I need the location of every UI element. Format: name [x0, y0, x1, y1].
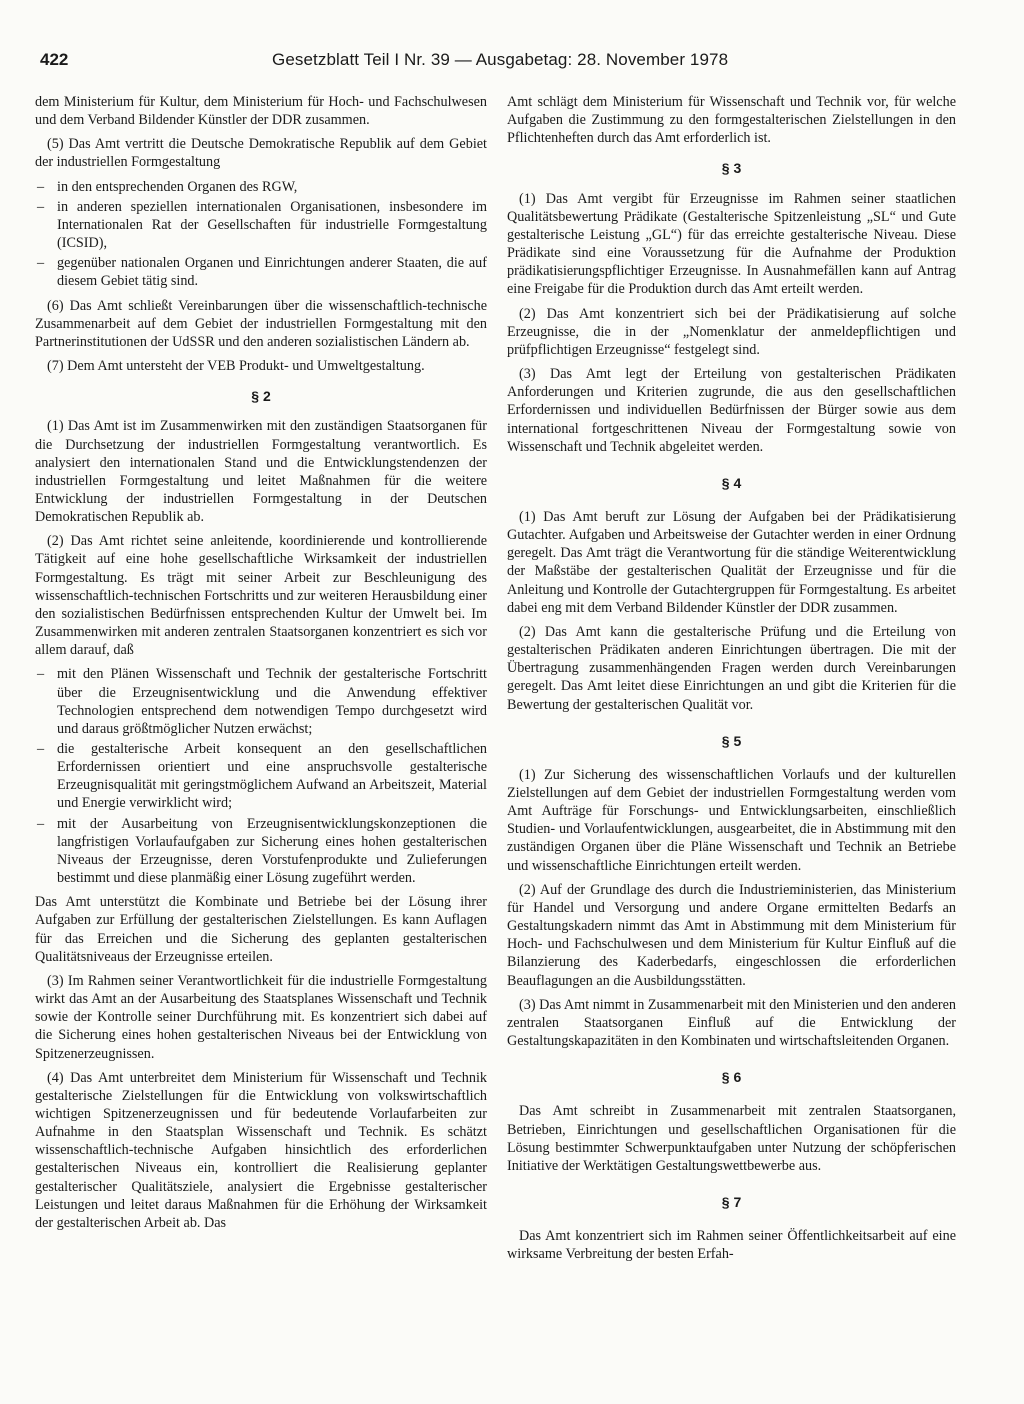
- list-item: – in den entsprechenden Organen des RGW,: [35, 178, 487, 196]
- paragraph-2-1: (1) Das Amt ist im Zusammenwirken mit den zuständigen Staatsorganen für die Durchsetzung der industriellen Formgestaltung verantwortlich. Es analysiert den internationalen Stand und die Entwicklungstendenzen der industriellen Formgestaltung und leitet Maßnahmen für die weitere Entwicklung der industriellen Formgestaltung in der Deutschen Demokratischen Republik ab.: [35, 418, 487, 526]
- paragraph-1-7: (7) Dem Amt untersteht der VEB Produkt- und Umweltgestaltung.: [47, 358, 425, 375]
- paragraph-7-1: Das Amt konzentriert sich im Rahmen seiner Öffentlichkeitsarbeit auf eine wirksame Verbreitung der besten Erfah-: [507, 1228, 956, 1263]
- paragraph-5-1: (1) Zur Sicherung des wissenschaftlichen Vorlaufs und der kulturellen Zielstellungen auf dem Gebiet der industriellen Formgestaltung werden vom Amt Aufträge für Forschungs- und Entwicklungsarbeiten, einschließlich Studien- und Vorlaufentwicklungen, ausgearbeitet, die in Abstimmung mit den zuständigen Organen über die Pläne Wissenschaft und Technik an Betriebe und wissenschaftliche Einrichtungen erteilt werden.: [507, 766, 956, 874]
- paragraph-4-2: (2) Das Amt kann die gestalterische Prüfung und die Erteilung von gestalterischen Prädikaten anderen Einrichtungen übertragen. Die mit der Übertragung zusammenhängenden Fragen werden durch Vereinbarungen geregelt. Das Amt leitet diese Einrichtungen an und gibt die Kriterien für die Bewertung der gestalterischen Qualität vor.: [507, 623, 956, 713]
- list-item: – in anderen speziellen internationalen Organisationen, insbesondere im Internationalen Rat der Gesellschaften für industrielle Formgestaltung (ICSID),: [35, 198, 487, 252]
- right-column: [507, 93, 956, 1269]
- paragraph-2-3: (3) Im Rahmen seiner Verantwortlichkeit für die industrielle Formgestaltung wirkt das Amt an der Ausarbeitung des Staatsplanes Wissenschaft und Technik sowie der Kontrolle seiner Durchführung mit. Es konzentriert sich dabei auf die Sicherung eines hohen gestalterischen Niveaus bei der Entwicklung von Spitzenerzeugnissen.: [35, 972, 487, 1062]
- running-head: Gesetzblatt Teil I Nr. 39 — Ausgabetag: 28. November 1978: [272, 50, 729, 69]
- paragraph-5-3: (3) Das Amt nimmt in Zusammenarbeit mit den Ministerien und den anderen zentralen Staatsorganen Einfluß auf die Entwicklung der Gestaltungskapazitäten in den Kombinaten und wirtschaftsleitenden Organen.: [507, 996, 956, 1050]
- list-item: – die gestalterische Arbeit konsequent an den gesellschaftlichen Erfordernissen orientiert und eine anspruchsvolle gestalterische Erzeugnisqualität mit geringstmöglichem Aufwand an Arbeitszeit, Material und Energie verwirklicht wird;: [35, 740, 487, 813]
- paragraph-3-3: (3) Das Amt legt der Erteilung von gestalterischen Prädikaten Anforderungen und Kriterien zugrunde, die aus den gesellschaftlichen Erfordernissen und individuellen Bedürfnissen der Bürger sowie aus dem international fortgeschrittenen Niveau der Formgestaltung sowie von Wissenschaft und Technik abgeleitet werden.: [507, 366, 956, 455]
- paragraph-3-2: (2) Das Amt konzentriert sich bei der Prädikatisierung auf solche Erzeugnisse, die in der „Nomenklatur der anmeldepflichtigen und prüfpflichtigen Erzeugnisse“ festgelegt sind.: [507, 305, 956, 358]
- paragraph-2-2: (2) Das Amt richtet seine anleitende, koordinierende und kontrollierende Tätigkeit auf eine hohe gesellschaftliche Wirksamkeit der industriellen Formgestaltung. Es trägt mit seiner Arbeit zur Beschleunigung des wissenschaftlich-technischen Fortschritts und zur weiteren Herausbildung einer den sozialistischen Bedürfnissen entsprechenden Kultur der Umwelt bei. Im Zusammenwirken mit anderen zentralen Staatsorganen konzentriert es sich vor allem darauf, daß: [35, 533, 487, 659]
- paragraph-1-5: (5) Das Amt vertritt die Deutsche Demokratische Republik auf dem Gebiet der industriellen Formgestaltung: [35, 136, 487, 171]
- section-heading-3: § 3: [721, 160, 742, 177]
- dash-list: [35, 178, 487, 291]
- paragraph-3-1: (1) Das Amt vergibt für Erzeugnisse im Rahmen seiner staatlichen Qualitätsbewertung Prädikate (Gestalterische Spitzenleistung „SL“ und Gute gestalterische Leistung „GL“) für das erreichte gestalterische Niveau. Diese Prädikate sind eine Voraussetzung für die Aufnahme der Produktion prädikatisierungspflichtiger Erzeugnisse. In Ausnahmefällen kann auf Antrag eine Freigabe für die Produktion durch das Amt erteilt werden.: [507, 190, 956, 298]
- section-heading-4: § 4: [721, 474, 742, 491]
- paragraph-1-6: (6) Das Amt schließt Vereinbarungen über die wissenschaftlich-technische Zusammenarbeit auf dem Gebiet der industriellen Formgestaltung mit den Partnerinstitutionen der UdSSR und den anderen sozialistischen Ländern ab.: [35, 297, 487, 350]
- section-heading-5: § 5: [721, 732, 742, 749]
- dash-list: [35, 665, 487, 887]
- left-column: [35, 93, 487, 1238]
- paragraph-5-2: (2) Auf der Grundlage des durch die Industrieministerien, das Ministerium für Handel und Versorgung und andere Organe ermittelten Bedarfs an Gestaltungskadern nimmt das Amt in Abstimmung mit dem Ministerium für Hoch- und Fachschulwesen und dem Ministerium für Kultur Einfluß auf die Bilanzierung des Kaderbedarfs, eingeschlossen die erforderlichen Beauflagungen an die Ausbildungsstätten.: [507, 881, 956, 989]
- paragraph-6-1: Das Amt schreibt in Zusammenarbeit mit zentralen Staatsorganen, Betrieben, Einrichtungen und gesellschaftlichen Organisationen für die Lösung bestimmter Schwerpunktaufgaben unter Nutzung der schöpferischen Initiative der Werktätigen Gestaltungswettbewerbe aus.: [507, 1103, 956, 1174]
- paragraph-continuation: Amt schlägt dem Ministerium für Wissenschaft und Technik vor, für welche Aufgaben die Zustimmung zu den formgestalterischen Zielstellungen in den Pflichtenheften durch das Amt erforderlich ist.: [507, 94, 956, 147]
- list-item: – mit der Ausarbeitung von Erzeugnisentwicklungskonzeptionen die langfristigen Vorlaufaufgaben zur Sicherung eines hohen gestalterischen Niveaus der Erzeugnisse, deren Vorstufenprodukte und Zulieferungen bestimmt und diese planmäßig einer Lösung zugeführt werden.: [35, 815, 487, 888]
- page-header: [40, 50, 988, 78]
- list-item: – gegenüber nationalen Organen und Einrichtungen anderer Staaten, die auf diesem Gebiet tätig sind.: [35, 254, 487, 290]
- paragraph-4-1: (1) Das Amt beruft zur Lösung der Aufgaben bei der Prädikatisierung Gutachter. Aufgaben und Arbeitsweise der Gutachter werden in einer Ordnung geregelt. Das Amt trägt die Verantwortung für die ständige Weiterentwicklung der Maßstäbe der gestalterischen Qualität der Erzeugnisse und für die Anleitung und Kontrolle der Gutachtergruppen für Formgestaltung. Es arbeitet dabei eng mit dem Verband Bildender Künstler der DDR zusammen.: [507, 508, 956, 616]
- page-number: 422: [40, 50, 69, 69]
- section-heading-2: § 2: [251, 388, 271, 405]
- section-heading-7: § 7: [721, 1193, 742, 1210]
- paragraph-2-2-tail: Das Amt unterstützt die Kombinate und Betriebe bei der Lösung ihrer Aufgaben zur Erfüllung der gestalterischen Zielstellungen. Es kann Auflagen für das Erreichen und die Sicherung des geplanten gestalterischen Qualitätsniveaus der Erzeugnisse erteilen.: [35, 894, 487, 965]
- section-heading-6: § 6: [721, 1069, 742, 1086]
- list-item: – mit den Plänen Wissenschaft und Technik der gestalterische Fortschritt über die Erzeugnisentwicklung und die Anwendung effektiver Technologien entsprechend dem notwendigen Tempo durchgesetzt wird und daraus größtmöglicher Nutzen erwächst;: [35, 665, 487, 738]
- paragraph-continuation: dem Ministerium für Kultur, dem Ministerium für Hoch- und Fachschulwesen und dem Verband Bildender Künstler der DDR zusammen.: [35, 94, 487, 129]
- paragraph-2-4: (4) Das Amt unterbreitet dem Ministerium für Wissenschaft und Technik gestalterische Zielstellungen für die Entwicklung von volkswirtschaftlich wichtigen Spitzenerzeugnissen und für bedeutende Vorlaufarbeiten zur Aufnahme in den Staatsplan Wissenschaft und Technik. Es schätzt wissenschaftlich-technische Aufgaben hinsichtlich des erforderlichen gestalterischen Niveaus ein, kontrolliert die Realisierung geplanter gestalterischer Qualitätsziele, analysiert die Ergebnisse gestalterischer Leistungen und leitet daraus Maßnahmen für die Erhöhung der Wirksamkeit der gestalterischen Arbeit ab. Das: [35, 1069, 487, 1231]
